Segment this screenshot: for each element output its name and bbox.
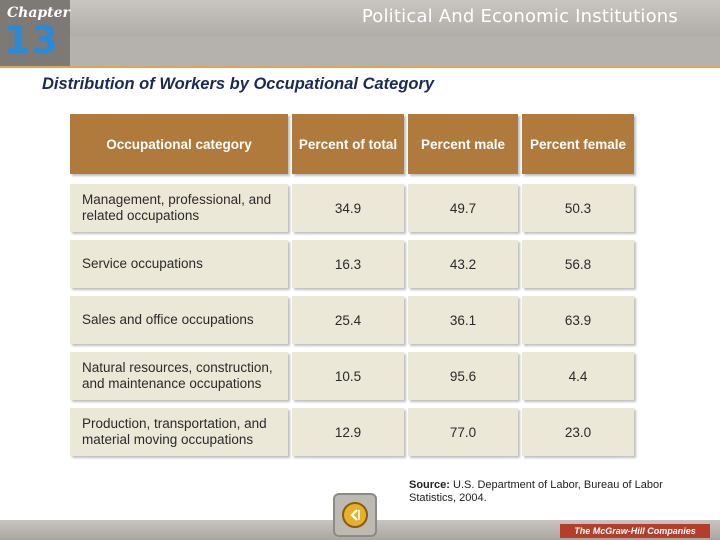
publisher-logo: The McGraw-Hill Companies: [560, 524, 710, 538]
category-cell: Service occupations: [70, 240, 288, 288]
female-cell: 4.4: [522, 352, 634, 400]
slide-title: Distribution of Workers by Occupational Category: [42, 75, 435, 93]
back-button[interactable]: [333, 493, 377, 537]
category-cell: Sales and office occupations: [70, 296, 288, 344]
column-header-female: Percent female: [522, 114, 634, 174]
female-cell: 50.3: [522, 184, 634, 232]
category-cell: Management, professional, and related occupations: [70, 184, 288, 232]
male-cell: 95.6: [408, 352, 518, 400]
back-arrow-icon: [342, 502, 368, 528]
total-cell: 25.4: [292, 296, 404, 344]
male-cell: 49.7: [408, 184, 518, 232]
table-row: [70, 184, 636, 232]
source-note: [409, 479, 669, 505]
chapter-title: Political And Economic Institutions: [361, 6, 678, 27]
category-cell: Natural resources, construction, and maintenance occupations: [70, 352, 288, 400]
header-bar: [0, 0, 720, 66]
chapter-number: 13: [4, 18, 59, 62]
female-cell: 23.0: [522, 408, 634, 456]
male-cell: 77.0: [408, 408, 518, 456]
female-cell: 56.8: [522, 240, 634, 288]
chapter-badge: [0, 0, 70, 66]
table-row: [70, 240, 636, 288]
column-header-category: Occupational category: [70, 114, 288, 174]
header-divider: [0, 66, 720, 68]
table-row: [70, 296, 636, 344]
chapter-word: Chapter: [7, 5, 70, 21]
total-cell: 16.3: [292, 240, 404, 288]
total-cell: 12.9: [292, 408, 404, 456]
male-cell: 36.1: [408, 296, 518, 344]
total-cell: 10.5: [292, 352, 404, 400]
category-cell: Production, transportation, and material moving occupations: [70, 408, 288, 456]
column-header-male: Percent male: [408, 114, 518, 174]
source-label: Source:: [409, 479, 450, 491]
male-cell: 43.2: [408, 240, 518, 288]
table-row: [70, 408, 636, 456]
female-cell: 63.9: [522, 296, 634, 344]
table-row: [70, 352, 636, 400]
total-cell: 34.9: [292, 184, 404, 232]
column-header-total: Percent of total: [292, 114, 404, 174]
source-text: U.S. Department of Labor, Bureau of Labor Statistics, 2004.: [409, 479, 663, 504]
table-header: [70, 114, 636, 174]
